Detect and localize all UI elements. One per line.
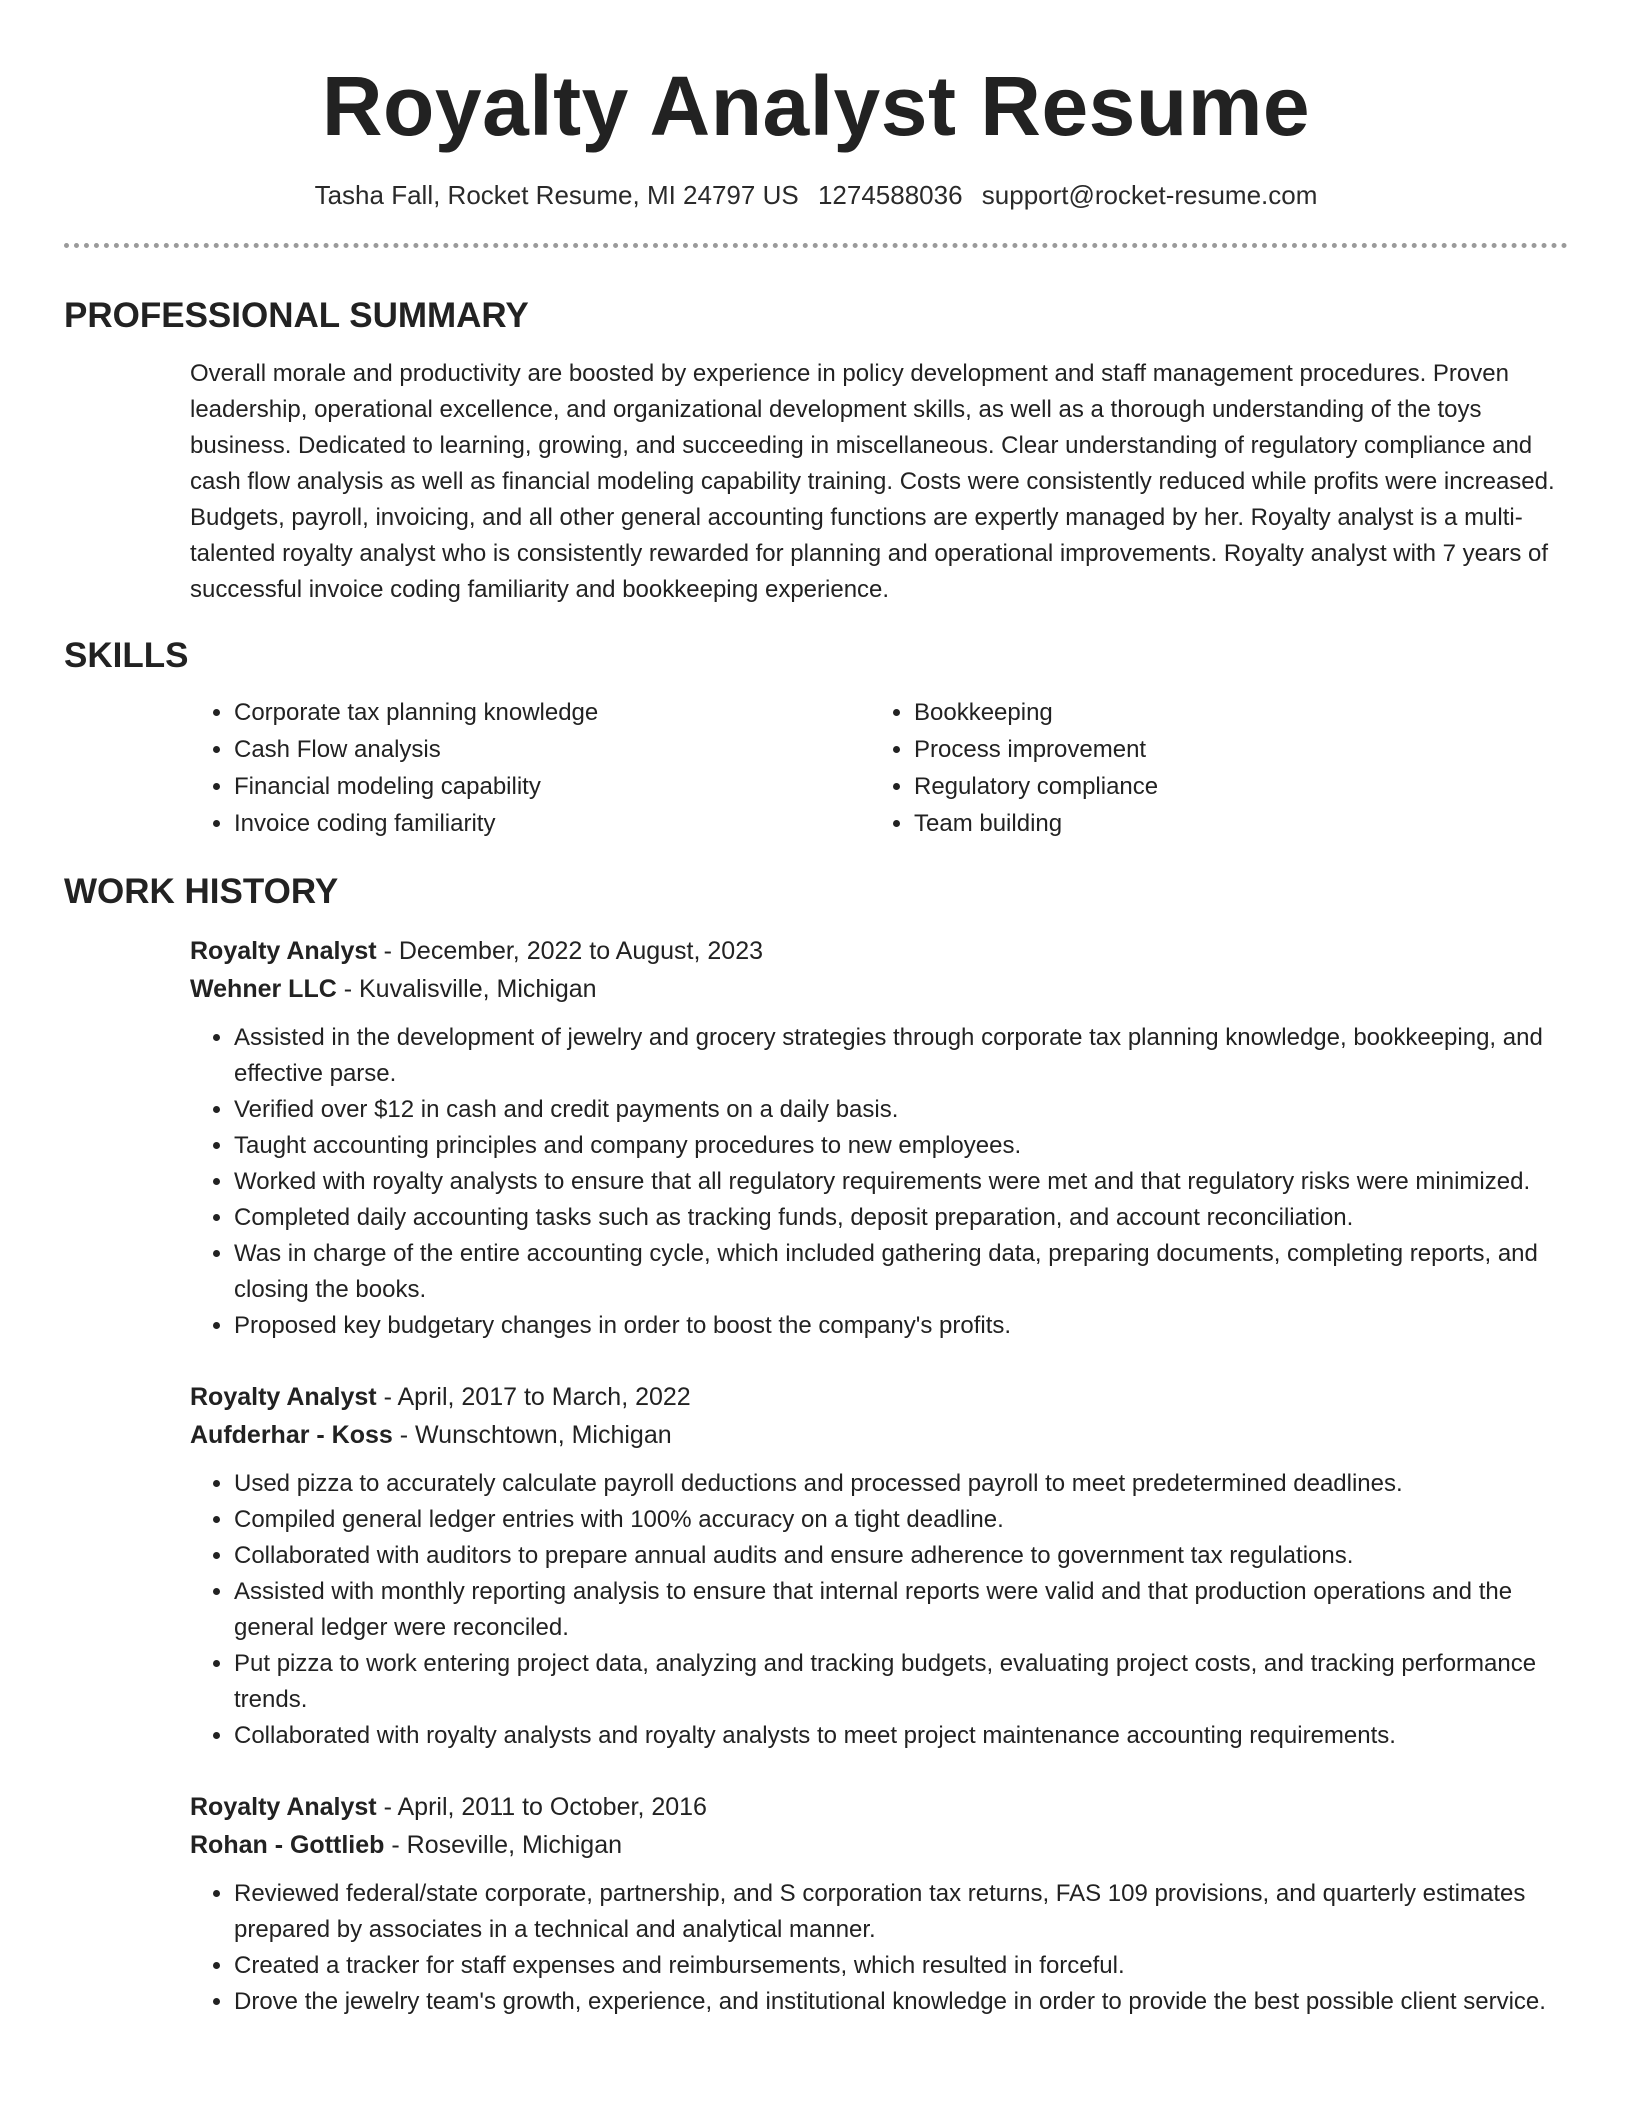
job-bullet: • Put pizza to work entering project data, analyzing and tracking budgets, evaluating project costs, and tracking performance trends.: [234, 1646, 1570, 1718]
skill-item: • Regulatory compliance: [914, 768, 1550, 805]
summary-text: Overall morale and productivity are boosted by experience in policy development and staff management procedures. Proven leadership, operational excellence, and organizational development skills, as well as a thorough understanding of the toys business. Dedicated to learning, growing, and succeeding in miscellaneous. Clear understanding of regulatory compliance and cash flow analysis as well as financial modeling capability training. Costs were consistently reduced while profits were increased. Budgets, payroll, invoicing, and all other general accounting functions are expertly managed by her. Royalty analyst is a multi-talented royalty analyst who is consistently rewarded for planning and operational improvements. Royalty analyst with 7 years of successful invoice coding familiarity and bookkeeping experience.: [190, 360, 1555, 603]
job-bullet: • Was in charge of the entire accounting cycle, which included gathering data, preparing documents, completing reports, and closing the books.: [234, 1236, 1570, 1308]
job-company: Wehner LLC: [190, 975, 337, 1003]
job-company-line: Rohan - Gottlieb - Roseville, Michigan: [190, 1831, 623, 1859]
job-entry: [190, 1788, 1568, 2020]
job-bullet: • Compiled general ledger entries with 100% accuracy on a tight deadline.: [234, 1502, 1570, 1538]
skill-item: • Team building: [914, 805, 1550, 842]
job-bullet: • Collaborated with royalty analysts and royalty analysts to meet project maintenance accounting requirements.: [234, 1718, 1570, 1754]
job-bullet: • Taught accounting principles and company procedures to new employees.: [234, 1128, 1570, 1164]
job-title-line: Royalty Analyst - December, 2022 to August, 2023: [190, 937, 764, 965]
job-bullet: • Used pizza to accurately calculate payroll deductions and processed payroll to meet predetermined deadlines.: [234, 1466, 1570, 1502]
job-location: Kuvalisville, Michigan: [358, 975, 597, 1003]
resume-title: Royalty Analyst Resume: [321, 59, 1311, 153]
job-title: Royalty Analyst: [190, 1793, 377, 1821]
job-bullets: [190, 1020, 1570, 1344]
skills-column-right: [870, 694, 1550, 842]
work-history-list: [190, 932, 1568, 2020]
job-bullet: • Assisted in the development of jewelry and grocery strategies through corporate tax planning knowledge, bookkeeping, and effective parse.: [234, 1020, 1570, 1092]
job-bullet: • Worked with royalty analysts to ensure that all regulatory requirements were met and that regulatory risks were minimized.: [234, 1164, 1570, 1200]
job-entry: [190, 1378, 1568, 1754]
job-company-line: Aufderhar - Koss - Wunschtown, Michigan: [190, 1421, 672, 1449]
contact-address: Tasha Fall, Rocket Resume, MI 24797 US: [314, 180, 799, 210]
job-dates: April, 2017 to March, 2022: [397, 1383, 691, 1411]
work-history-heading: WORK HISTORY: [64, 872, 339, 911]
job-title: Royalty Analyst: [190, 937, 377, 965]
job-bullet: • Collaborated with auditors to prepare annual audits and ensure adherence to government tax regulations.: [234, 1538, 1570, 1574]
skill-item: • Bookkeeping: [914, 694, 1550, 731]
skills-heading: SKILLS: [64, 636, 189, 675]
skills-column-left: [190, 694, 870, 842]
job-bullet: • Completed daily accounting tasks such as tracking funds, deposit preparation, and account reconciliation.: [234, 1200, 1570, 1236]
job-title: Royalty Analyst: [190, 1383, 377, 1411]
job-title-line: Royalty Analyst - April, 2011 to October, 2016: [190, 1793, 707, 1821]
job-bullet: • Created a tracker for staff expenses and reimbursements, which resulted in forceful.: [234, 1948, 1570, 1984]
job-bullet: • Proposed key budgetary changes in order to boost the company's profits.: [234, 1308, 1570, 1344]
skill-item: • Cash Flow analysis: [234, 731, 870, 768]
skills-list: [190, 694, 1568, 842]
job-bullets: [190, 1876, 1570, 2020]
job-dates: April, 2011 to October, 2016: [397, 1793, 707, 1821]
job-dates: December, 2022 to August, 2023: [398, 937, 764, 965]
summary-heading: PROFESSIONAL SUMMARY: [64, 296, 529, 335]
header-divider: [64, 243, 1568, 248]
job-company: Aufderhar - Koss: [190, 1421, 393, 1449]
contact-phone: 1274588036: [817, 180, 963, 210]
job-bullet: • Verified over $12 in cash and credit payments on a daily basis.: [234, 1092, 1570, 1128]
job-location: Wunschtown, Michigan: [415, 1421, 672, 1449]
skill-item: • Financial modeling capability: [234, 768, 870, 805]
job-bullets: [190, 1466, 1570, 1754]
skill-item: • Process improvement: [914, 731, 1550, 768]
job-bullet: • Drove the jewelry team's growth, experience, and institutional knowledge in order to provide the best possible client service.: [234, 1984, 1570, 2020]
job-entry: [190, 932, 1568, 1344]
job-bullet: • Reviewed federal/state corporate, partnership, and S corporation tax returns, FAS 109 provisions, and quarterly estimates prepared by associates in a technical and analytical manner.: [234, 1876, 1570, 1948]
job-company: Rohan - Gottlieb: [190, 1831, 385, 1859]
skill-item: • Invoice coding familiarity: [234, 805, 870, 842]
job-title-line: Royalty Analyst - April, 2017 to March, 2022: [190, 1383, 691, 1411]
resume-page: [64, 0, 1568, 2020]
job-location: Roseville, Michigan: [406, 1831, 623, 1859]
contact-line: [64, 178, 1568, 212]
skill-item: • Corporate tax planning knowledge: [234, 694, 870, 731]
job-company-line: Wehner LLC - Kuvalisville, Michigan: [190, 975, 597, 1003]
job-bullet: • Assisted with monthly reporting analysis to ensure that internal reports were valid and that production operations and the general ledger were reconciled.: [234, 1574, 1570, 1646]
contact-email: support@rocket-resume.com: [981, 180, 1318, 210]
